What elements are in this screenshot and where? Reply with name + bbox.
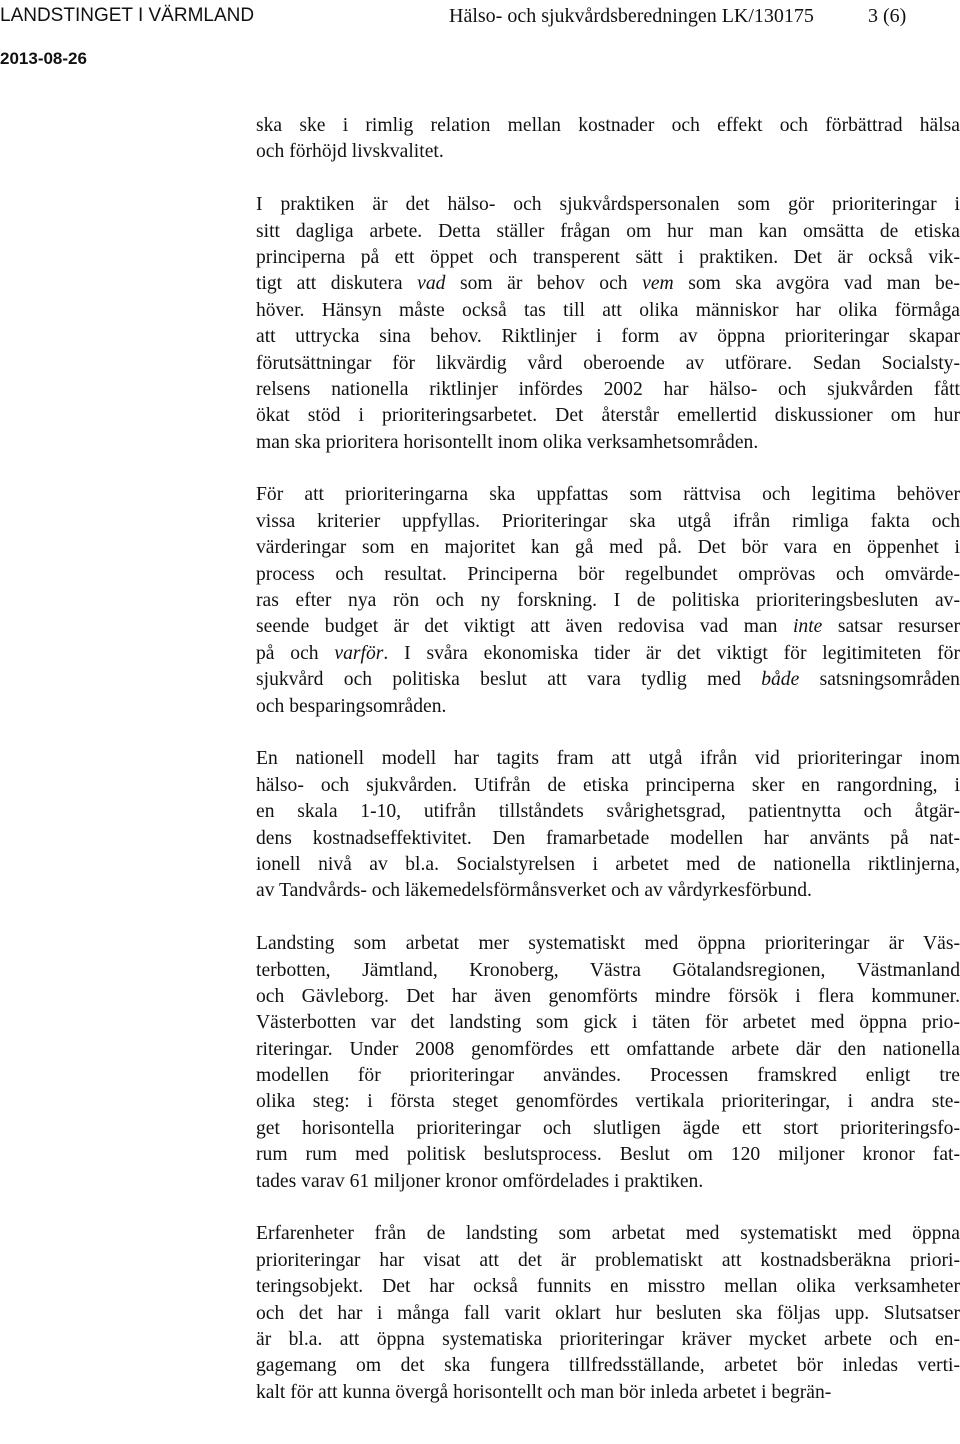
text-segment: som ska avgöra vad man be- bbox=[673, 273, 960, 295]
text-line bbox=[256, 878, 960, 904]
text-segment: process och resultat. Principerna bör regelbundet omprövas och omvärde- bbox=[256, 563, 960, 585]
text-line bbox=[256, 245, 960, 271]
paragraph bbox=[256, 113, 960, 166]
text-line bbox=[256, 1169, 960, 1195]
text-segment: dens kostnadseffektivitet. Den framarbetade modellen har använts på nat- bbox=[256, 827, 960, 849]
text-line bbox=[256, 351, 960, 377]
text-line bbox=[256, 271, 960, 297]
text-segment: Landsting som arbetat mer systematiskt med öppna prioriteringar är Väs- bbox=[256, 933, 960, 955]
text-line bbox=[256, 482, 960, 508]
text-line bbox=[256, 192, 960, 218]
text-line bbox=[256, 1380, 960, 1406]
text-line bbox=[256, 1248, 960, 1274]
text-line bbox=[256, 430, 960, 456]
text-segment: på och bbox=[256, 642, 335, 664]
text-segment: man ska prioritera horisontellt inom olika verksamhetsområden. bbox=[256, 431, 759, 453]
emphasized-text: både bbox=[761, 669, 800, 691]
text-line bbox=[256, 1116, 960, 1142]
text-line bbox=[256, 1221, 960, 1247]
text-segment: och besparingsområden. bbox=[256, 695, 447, 717]
document-date: 2013-08-26 bbox=[0, 49, 87, 68]
text-segment: teringsobjekt. Det har också funnits en misstro mellan olika verksamheter bbox=[256, 1276, 960, 1298]
text-line bbox=[256, 377, 960, 403]
text-line bbox=[256, 852, 960, 878]
text-line bbox=[256, 219, 960, 245]
text-line bbox=[256, 1037, 960, 1063]
text-line bbox=[256, 773, 960, 799]
text-segment: Erfarenheter från de landsting som arbetat med systematiskt med öppna bbox=[256, 1223, 960, 1245]
text-line bbox=[256, 746, 960, 772]
text-segment: ska ske i rimlig relation mellan kostnader och effekt och förbättrad hälsa bbox=[256, 115, 960, 136]
text-line bbox=[256, 1353, 960, 1379]
text-segment: satsningsområden bbox=[799, 669, 960, 691]
text-line bbox=[256, 694, 960, 720]
emphasized-text: varför bbox=[334, 642, 384, 664]
text-segment: modellen för prioriteringar användes. Processen framskred enligt tre bbox=[256, 1065, 960, 1087]
text-line bbox=[256, 324, 960, 350]
text-line bbox=[256, 799, 960, 825]
text-segment: och Gävleborg. Det har även genomförts mindre försök i flera kommuner. bbox=[256, 985, 960, 1007]
text-segment: satsar resurser bbox=[822, 616, 960, 638]
text-line bbox=[256, 139, 960, 165]
text-segment: riteringar. Under 2008 genomfördes ett omfattande arbete där den nationella bbox=[256, 1038, 960, 1060]
text-segment: av Tandvårds- och läkemedelsförmånsverket och av vårdyrkesförbund. bbox=[256, 880, 812, 902]
text-line bbox=[256, 931, 960, 957]
text-line bbox=[256, 535, 960, 561]
text-line bbox=[256, 562, 960, 588]
text-line bbox=[256, 298, 960, 324]
text-segment: För att prioriteringarna ska uppfattas som rättvisa och legitima behöver bbox=[256, 484, 960, 506]
text-segment: tigt att diskutera bbox=[256, 273, 418, 295]
paragraph bbox=[256, 482, 960, 720]
text-segment: tades varav 61 miljoner kronor omfördelades i praktiken. bbox=[256, 1170, 704, 1192]
text-segment: och förhöjd livskvalitet. bbox=[256, 141, 444, 163]
text-segment: och det har i många fall varit oklart hur besluten ska följas upp. Slutsatser bbox=[256, 1302, 960, 1324]
document-body bbox=[256, 113, 960, 1433]
emphasized-text: inte bbox=[792, 616, 823, 638]
page-header bbox=[0, 0, 960, 80]
text-segment: relsens nationella riktlinjer infördes 2002 har hälso- och sjukvården fått bbox=[256, 378, 960, 400]
text-segment: gagemang om det ska fungera tillfredsställande, arbetet bör inledas verti- bbox=[256, 1355, 960, 1377]
paragraph bbox=[256, 1221, 960, 1406]
text-segment: höver. Hänsyn måste också tas till att olika människor har olika förmåga bbox=[256, 299, 960, 321]
text-segment: att uttrycka sina behov. Riktlinjer i form av öppna prioriteringar skapar bbox=[256, 326, 960, 348]
paragraph bbox=[256, 192, 960, 456]
paragraph bbox=[256, 746, 960, 904]
text-segment: prioriteringar har visat att det är problematiskt att kostnadsberäkna priori- bbox=[256, 1249, 960, 1271]
text-segment: en skala 1-10, utifrån tillståndets svårighetsgrad, patientnytta och åtgär- bbox=[256, 801, 960, 823]
text-segment: I praktiken är det hälso- och sjukvårdspersonalen som gör prioriteringar i bbox=[256, 194, 960, 216]
text-line bbox=[256, 826, 960, 852]
text-line bbox=[256, 958, 960, 984]
text-line bbox=[256, 1327, 960, 1353]
text-segment: kalt för att kunna övergå horisontellt och man bör inleda arbetet i begrän- bbox=[256, 1381, 832, 1403]
text-segment: principerna på ett öppet och transperent sätt i praktiken. Det är också vik- bbox=[256, 246, 960, 268]
emphasized-text: vem bbox=[642, 273, 674, 295]
document-title: Hälso- och sjukvårdsberedningen LK/130175 bbox=[449, 5, 814, 27]
text-segment: En nationell modell har tagits fram att utgå ifrån vid prioriteringar inom bbox=[256, 748, 960, 770]
text-line bbox=[256, 403, 960, 429]
text-line bbox=[256, 1089, 960, 1115]
text-segment: värderingar som en majoritet kan gå med på. Det bör vara en öppenhet i bbox=[256, 537, 960, 559]
text-segment: sjukvård och politiska beslut att vara tydlig med bbox=[256, 669, 762, 691]
paragraph bbox=[256, 931, 960, 1195]
text-segment: terbotten, Jämtland, Kronoberg, Västra Götalandsregionen, Västmanland bbox=[256, 959, 960, 981]
text-line bbox=[256, 1010, 960, 1036]
text-segment: ökat stöd i prioriteringsarbetet. Det återstår emellertid diskussioner om hur bbox=[256, 405, 960, 427]
text-segment: get horisontella prioriteringar och slutligen ägde ett stort prioriteringsfo- bbox=[256, 1117, 960, 1139]
text-line bbox=[256, 667, 960, 693]
text-segment: sitt dagliga arbete. Detta ställer frågan om hur man kan omsätta de etiska bbox=[256, 220, 960, 242]
text-segment: . I svåra ekonomiska tider är det viktigt för legitimiteten för bbox=[383, 642, 960, 664]
emphasized-text: vad bbox=[417, 273, 446, 295]
text-line bbox=[256, 1142, 960, 1168]
text-segment: vissa kriterier uppfyllas. Prioriteringar ska utgå ifrån rimliga fakta och bbox=[256, 510, 960, 532]
page-number: 3 (6) bbox=[868, 5, 907, 27]
text-segment: är bl.a. att öppna systematiska prioriteringar kräver mycket arbete och en- bbox=[256, 1328, 960, 1350]
organization-name: LANDSTINGET I VÄRMLAND bbox=[0, 5, 255, 26]
text-line bbox=[256, 1301, 960, 1327]
text-segment: seende budget är det viktigt att även redovisa vad man bbox=[256, 616, 793, 638]
text-line bbox=[256, 1063, 960, 1089]
text-segment: hälso- och sjukvården. Utifrån de etiska principerna sker en rangordning, i bbox=[256, 774, 960, 796]
text-line bbox=[256, 614, 960, 640]
text-line bbox=[256, 641, 960, 667]
text-line bbox=[256, 509, 960, 535]
text-line bbox=[256, 113, 960, 139]
text-segment: ionell nivå av bl.a. Socialstyrelsen i arbetet med de nationella riktlinjerna, bbox=[256, 853, 960, 875]
text-segment: ras efter nya rön och ny forskning. I de politiska prioriteringsbesluten av- bbox=[256, 590, 960, 612]
text-line bbox=[256, 984, 960, 1010]
text-segment: som är behov och bbox=[445, 273, 643, 295]
text-segment: olika steg: i första steget genomfördes vertikala prioriteringar, i andra ste- bbox=[256, 1091, 960, 1113]
text-segment: Västerbotten var det landsting som gick i täten för arbetet med öppna prio- bbox=[256, 1012, 960, 1034]
text-segment: rum rum med politisk beslutsprocess. Beslut om 120 miljoner kronor fat- bbox=[256, 1144, 960, 1166]
text-segment: förutsättningar för likvärdig vård oberoende av utförare. Sedan Socialsty- bbox=[256, 352, 960, 374]
text-line bbox=[256, 588, 960, 614]
text-line bbox=[256, 1274, 960, 1300]
